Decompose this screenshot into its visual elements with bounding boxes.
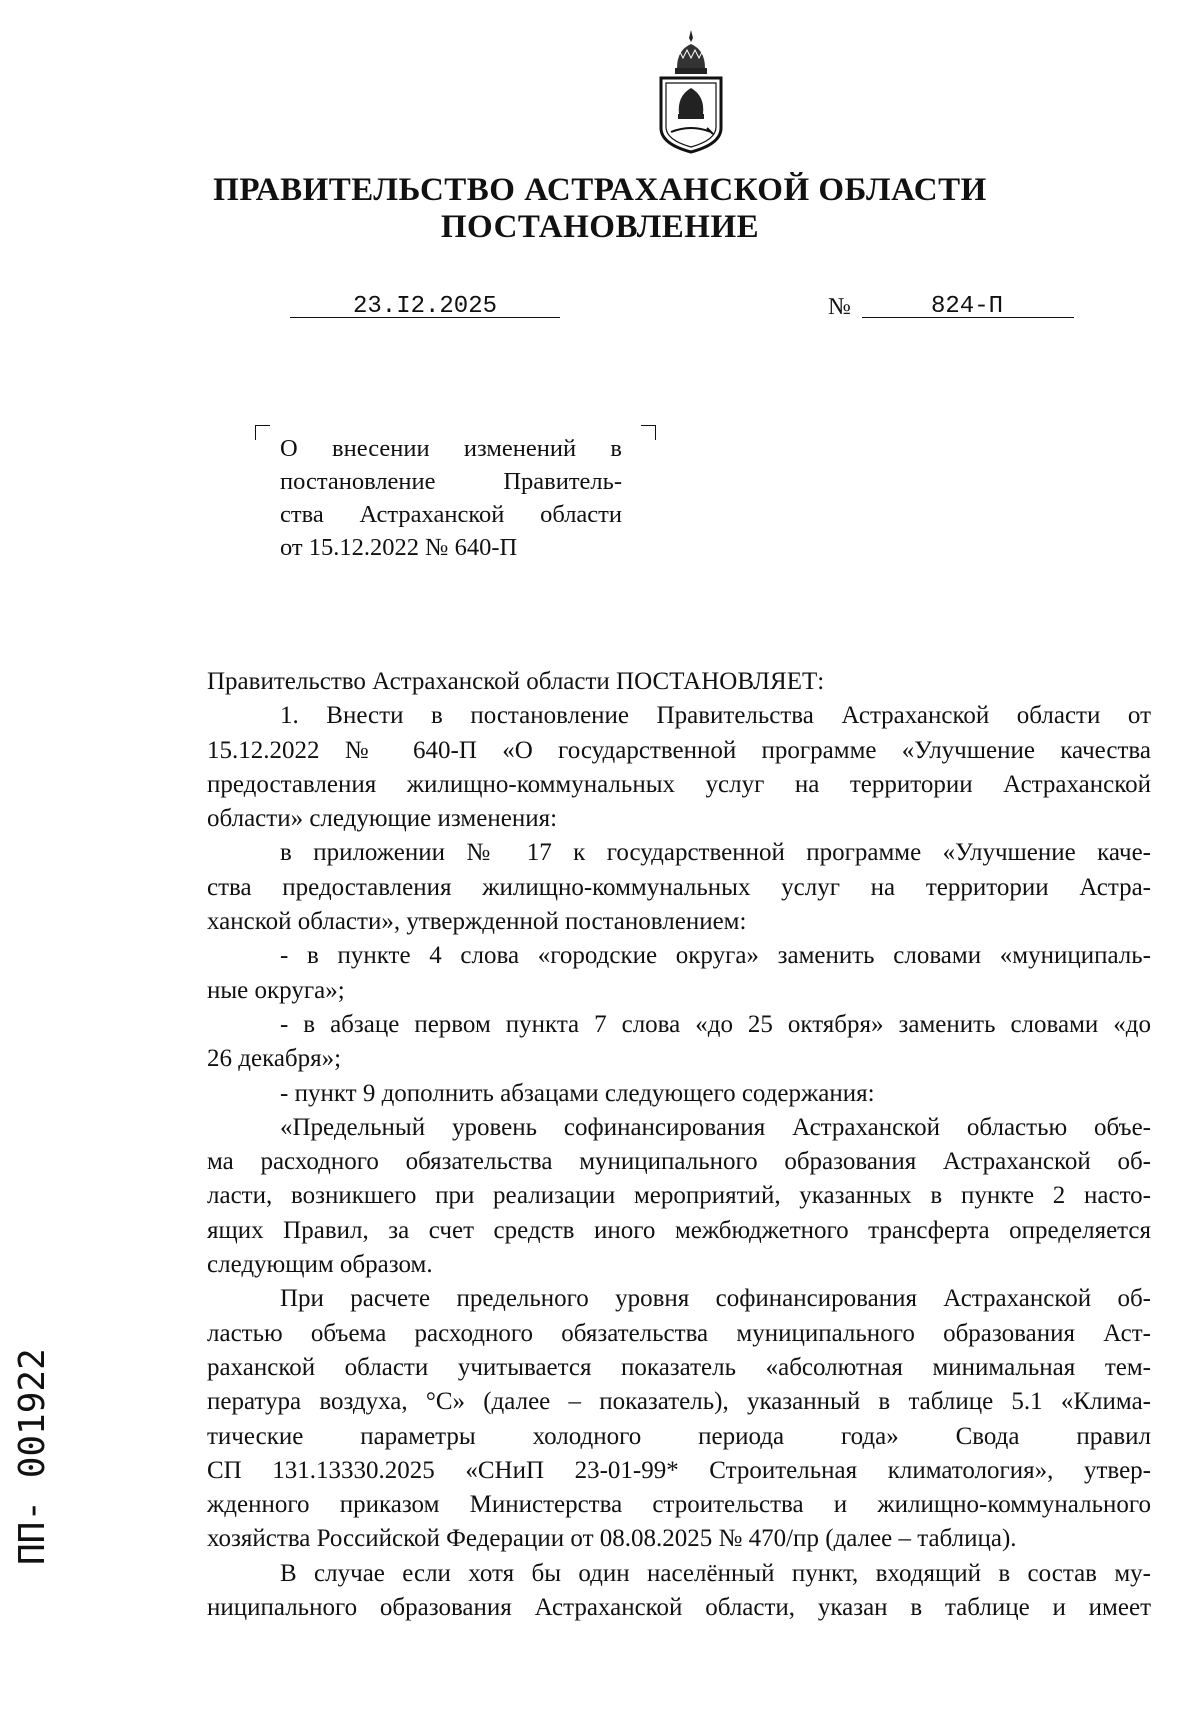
subject-line: О внесении изменений в — [280, 435, 622, 462]
body-line: СП 131.13330.2025 «СНиП 23-01-99* Строительная климатология», утвер- — [207, 1456, 1151, 1484]
body-line: ласти, возникшего при реализации мероприятий, указанных в пункте 2 насто- — [207, 1182, 1151, 1210]
coat-of-arms-emblem — [655, 28, 727, 156]
date-underline — [290, 317, 560, 318]
body-line: ластью объема расходного обязательства муниципального образования Аст- — [207, 1319, 1151, 1347]
body-line: тические параметры холодного периода года» Свода правил — [207, 1422, 1151, 1450]
registration-stamp: ПП- 001922 — [12, 1348, 53, 1565]
document-type-title: ПОСТАНОВЛЕНИЕ — [440, 209, 760, 245]
subject-line: от 15.12.2022 № 640-П — [280, 534, 518, 561]
document-subject — [280, 432, 622, 564]
body-line: - в абзаце первом пункта 7 слова «до 25 октября» заменить словами «до — [280, 1010, 1151, 1038]
body-line: ные округа»; — [207, 976, 345, 1004]
number-underline — [862, 317, 1074, 318]
body-line: - в пункте 4 слова «городские округа» заменить словами «муниципаль- — [280, 942, 1151, 970]
body-line: 26 декабря»; — [207, 1045, 342, 1073]
body-line: в приложении № 17 к государственной программе «Улучшение каче- — [280, 839, 1151, 867]
body-line: области» следующие изменения: — [207, 805, 558, 833]
body-line: ханской области», утвержденной постановлением: — [207, 908, 747, 936]
body-line: ства предоставления жилищно-коммунальных услуг на территории Астра- — [207, 873, 1151, 901]
number-sign: № — [828, 294, 851, 320]
body-line: ящих Правил, за счет средств иного межбюджетного трансферта определяется — [207, 1216, 1151, 1244]
body-line: раханской области учитывается показатель «абсолютная минимальная тем- — [207, 1353, 1151, 1381]
subject-corner-right — [641, 425, 656, 440]
document-date: 23.I2.2025 — [352, 293, 498, 320]
body-line: Правительство Астраханской области ПОСТАНОВЛЯЕТ: — [207, 668, 825, 695]
body-line: следующим образом. — [207, 1251, 433, 1279]
subject-corner-left — [255, 425, 270, 440]
document-body — [207, 665, 1151, 1625]
body-line: - пункт 9 дополнить абзацами следующего содержания: — [280, 1079, 875, 1107]
body-line: ниципального образования Астраханской области, указан в таблице и имеет — [207, 1594, 1151, 1622]
body-line: хозяйства Российской Федерации от 08.08.2025 № 470/пр (далее – таблица). — [207, 1525, 1017, 1553]
subject-line: ства Астраханской области — [280, 501, 622, 528]
body-line: В случае если хотя бы один населённый пункт, входящий в состав му- — [280, 1559, 1151, 1587]
document-number: 824-П — [930, 293, 1003, 320]
body-line: 1. Внести в постановление Правительства Астраханской области от — [280, 702, 1151, 730]
body-line: ма расходного обязательства муниципального образования Астраханской об- — [207, 1148, 1151, 1176]
body-line: предоставления жилищно-коммунальных услуг на территории Астраханской — [207, 770, 1151, 798]
body-line: «Предельный уровень софинансирования Астраханской областью объе- — [280, 1113, 1151, 1141]
body-line: жденного приказом Министерства строительства и жилищно-коммунального — [207, 1491, 1151, 1519]
subject-line: постановление Правитель- — [280, 468, 622, 495]
body-line: 15.12.2022 № 640-П «О государственной программе «Улучшение качества — [207, 736, 1151, 764]
body-line: пература воздуха, °С» (далее – показатель), указанный в таблице 5.1 «Клима- — [207, 1388, 1151, 1416]
government-title: ПРАВИТЕЛЬСТВО АСТРАХАНСКОЙ ОБЛАСТИ — [213, 172, 987, 208]
body-line: При расчете предельного уровня софинансирования Астраханской об- — [280, 1285, 1151, 1313]
